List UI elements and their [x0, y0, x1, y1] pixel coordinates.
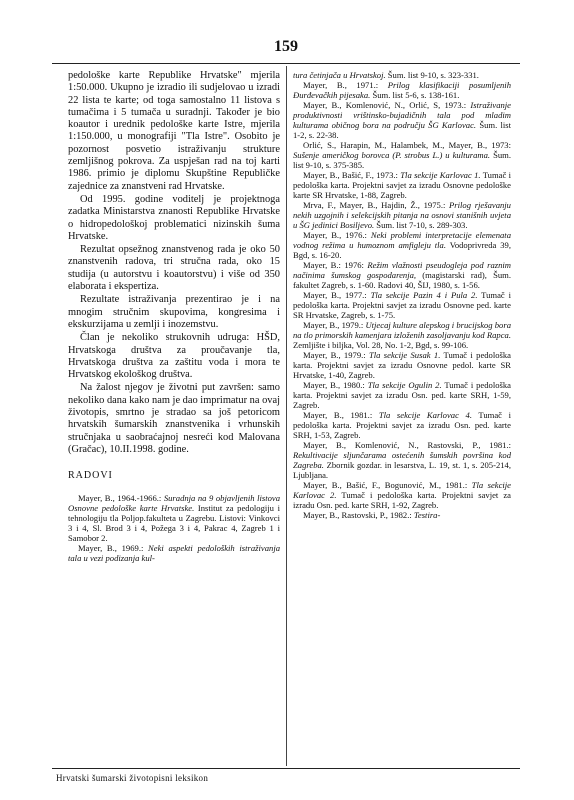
reference-details: Tumač i pedološka karta. Projektni savjet za izradu Osnovne pedol. karte SR Hrvatske, 1-40, Zagreb.: [293, 350, 511, 380]
reference-author: Mayer, B., 1981.:: [303, 410, 379, 420]
reference-author: Mayer, B., Komlenović, N., Orlić, S, 1973.:: [303, 100, 471, 110]
reference-author: Mayer, B., 1979.:: [303, 350, 369, 360]
reference-entry: [293, 200, 511, 230]
reference-author: Mrva, F., Mayer, B., Hajdin, Ž., 1975.:: [303, 200, 450, 210]
reference-title: Testira-: [413, 510, 441, 520]
reference-entry: [293, 320, 511, 350]
reference-author: Mayer, B., 1969.:: [78, 542, 149, 553]
reference-entry: [293, 350, 511, 380]
reference-author: Mayer, B., Bašić, F., Bogunović, M., 1981.:: [303, 480, 472, 490]
reference-title: Neki aspekti pedoloških istraživanja tala u vezi podizanja kul-: [68, 542, 281, 563]
reference-author: Mayer, B., Bašić, F., 1973.:: [303, 170, 401, 180]
reference-title: Neki problemi interpretacije elemenata vodnog režima u humoznom amfigleju tla.: [293, 230, 511, 250]
reference-title: Režim vlažnosti pseudogleja pod raznim načinima šumskog gospodarenja,: [293, 260, 511, 280]
paragraph: pedološke karte Republike Hrvatske" mjerila 1:50.000. Ukupno je izradio ili sudjelovao u izradi 22 lista te karte; od toga samostalno 11 listova s tumačima i 5 tumača u suradnji. Također je bio koautor i urednik pedološke karte Istre, mjerila 1:150.000, u monografiji "Tla Istre". Osobito je pozornost posvetio istraživanju strukture zemljišnog pokrova. Za uspješan rad na toj karti 1986. primio je diplomu Skupštine Republičke zajednice za znanstveni rad Hrvatske.: [68, 70, 280, 192]
reference-entry: [293, 440, 511, 480]
reference-title: Tla sekcije Karlovac 4.: [378, 410, 472, 420]
left-column: [68, 70, 280, 563]
paragraph: Rezultat opsežnog znanstvenog rada je oko 50 znanstvenih radova, tri stručna rada, oko 15 studija (u autorstvu i koautorstvu) i više od 350 elaborata i ekspertiza.: [68, 244, 280, 293]
reference-title: Sušenje američkog borovca (P. strobus L.) u kulturama.: [293, 150, 491, 160]
reference-author: Mayer, B., 1977.:: [303, 290, 371, 300]
reference-title: Prilog rješavanju nekih uzgojnih i selekcijskih pitanja na osnovi stanišnih uvjeta u ŠG jedinici Bosiljevo.: [293, 200, 511, 230]
reference-list-left: [68, 493, 280, 563]
paragraph: Od 1995. godine voditelj je projektnoga zadatka Ministarstva znanosti Republike Hrvatske o hidropedološkoj problematici nizinskih šuma Hrvatske.: [68, 193, 280, 242]
reference-author: Mayer, B., 1980.:: [303, 380, 368, 390]
reference-entry: [293, 170, 511, 200]
reference-author: Mayer, B., 1976.:: [303, 230, 371, 240]
reference-title: Suradnja na 9 objavljenih listova Osnovne pedološke karte Hrvatske.: [68, 492, 280, 513]
page-footer: Hrvatski šumarski životopisni leksikon: [56, 773, 209, 783]
reference-author: Mayer, B., 1979.:: [303, 320, 366, 330]
reference-author: Mayer, B.: 1976:: [303, 260, 368, 270]
reference-details: Tumač i pedološka karta. Projektni savjet za izradu Osn. ped. karte SRH, 1-59, Zagreb.: [293, 380, 511, 410]
reference-entry: [293, 410, 511, 440]
reference-author: Mayer, B., Komlenović, N., Rastovski, P., 1981.:: [303, 440, 511, 450]
reference-details: Šum. list 7-10, s. 289-303.: [374, 220, 468, 230]
reference-author: Mayer, B., Rastovski, P., 1982.:: [303, 510, 414, 520]
bottom-rule: [52, 768, 520, 769]
reference-title: tura četinjača u Hrvatskoj.: [293, 70, 386, 80]
reference-entry: [293, 80, 511, 100]
reference-details: Šum. list 1-2, s. 22-38.: [293, 120, 511, 140]
reference-entry: [293, 260, 511, 290]
reference-entry: [293, 100, 511, 140]
reference-entry: [68, 493, 280, 543]
paragraph: Član je nekoliko strukovnih udruga: HŠD, Hrvatskoga društva za proučavanje tla, Hrvatskoga društva za zaštitu voda i mora te Hrvatskog ekološkog društva.: [68, 332, 280, 381]
reference-title: Prilog klasifikaciji posumljenih Đurđevačkih pijesaka.: [293, 80, 511, 100]
reference-title: Tla sekcije Karlovac 2.: [293, 480, 511, 500]
reference-entry: [293, 510, 511, 520]
reference-title: Tla sekcije Susak 1.: [369, 350, 441, 360]
reference-title: Utjecaj kulture alepskog i brucijskog bora na tlo primorskih kamenjara izloženih zasoljavanju kod Rapca.: [293, 320, 511, 340]
reference-details: Institut za pedologiju i tehnologiju tla Poljop.fakulteta u Zagrebu. Listovi: Vinkovci 3 i 4, Sl. Brod 3 i 4, Požega 3 i 4, Pakrac 4, Zagreb 1 i Samobor 2.: [68, 502, 280, 543]
top-rule: [52, 63, 520, 64]
reference-entry: [293, 230, 511, 260]
paragraph: Na žalost njegov je životni put završen: samo nekoliko dana kako nam je dao imprimatur na ovaj životopis, smrtno je stradao sa još petoricom hrvatskih šumarskih znanstvenika i vrhunskih stručnjaka u saobraćajnoj nesreći kod Malovana (Gračac), 10.II.1998. godine.: [68, 382, 280, 455]
reference-entry: [293, 380, 511, 410]
reference-entry: [293, 70, 511, 80]
reference-details: Tumač i pedološka karta. Projektni savjet za izradu Osn. ped. karte SRH, 1-92, Zagreb.: [293, 490, 511, 510]
reference-details: (magistarski rad), Šum. fakultet Zagreb, s. 1-60. Radovi 40, ŠIJ, 1980, s. 1-56.: [293, 270, 511, 290]
reference-title: Istraživanje produktivnosti vrištinsko-bujadičnih tala pod mladim kulturama običnog bora na području ŠG Karlovac.: [293, 100, 511, 130]
section-heading-radovi: RADOVI: [68, 470, 113, 482]
reference-entry: [293, 480, 511, 510]
reference-entry: [68, 543, 280, 563]
reference-author: Mayer, B., 1971.:: [303, 80, 388, 90]
reference-title: Tla sekcije Ogulin 2.: [367, 380, 442, 390]
reference-details: Zemljište i biljka, Vol. 28, No. 1-2, Bgd, s. 99-106.: [293, 340, 469, 350]
reference-details: Tumač i pedološka karta. Projektni savjet za izradu Osnovne pedološke karte SR Hrvatske, 1-88, Zagreb.: [293, 170, 511, 200]
reference-details: Šum. list 9-10, s. 323-331.: [385, 70, 479, 80]
reference-details: Tumač i pedološka karta. Projektni savjet za izradu Osnovne ped. karte SR Hrvatske, Zagreb, s. 1-75.: [293, 290, 511, 320]
paragraph: Rezultate istraživanja prezentirao je i na mnogim stručnim skupovima, kongresima i ekskurzijama u zemlji i inozemstvu.: [68, 294, 280, 330]
reference-title: Tla sekcije Pazin 4 i Pula 2.: [370, 290, 478, 300]
reference-details: Šum. list 9-10, s. 375-385.: [293, 150, 512, 170]
reference-title: Tla sekcije Karlovac 1.: [400, 170, 481, 180]
page-number: 159: [274, 38, 298, 55]
right-column: [293, 70, 511, 520]
reference-author: Orlić, S., Harapin, M., Halambek, M., Mayer, B., 1973:: [303, 140, 511, 150]
reference-entry: [293, 290, 511, 320]
reference-entry: [293, 140, 511, 170]
reference-author: Mayer, B., 1964.-1966.:: [78, 492, 164, 503]
reference-title: Rekultivacije sljunčarama ostećenih šumskih površina kod Zagreba.: [293, 450, 511, 470]
reference-details: Vodoprivreda 39, Bgd, s. 16-20.: [293, 240, 511, 260]
reference-details: Zbornik gozdar. in lesarstva, L. 19, st. 1, s. 205-214, Ljubljana.: [293, 460, 511, 480]
reference-details: Šum. list 5-6, s. 138-161.: [370, 90, 460, 100]
column-divider: [286, 66, 287, 766]
reference-details: Tumač i pedološka karta. Projektni savjet za izradu Osn. ped. karte SRH, 1-53, Zagreb.: [293, 410, 511, 440]
